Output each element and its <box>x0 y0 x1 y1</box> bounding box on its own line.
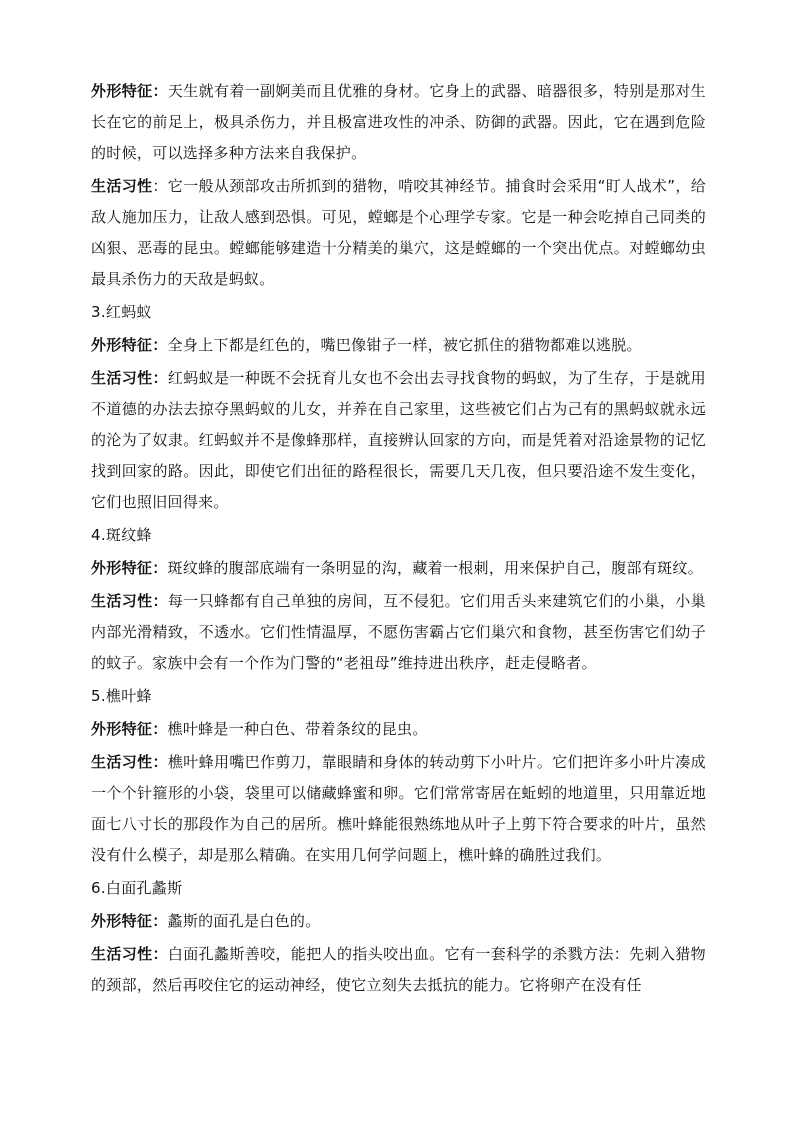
appearance-label: 外形特征： <box>91 336 168 354</box>
habits-label: 生活习性： <box>91 753 168 771</box>
habits-label: 生活习性 <box>91 177 153 195</box>
appearance-text: 天生就有着一副婀美而且优雅的身材。它身上的武器、暗器很多，特别是那对生长在它的前足上，极具杀伤力，并且极富进攻性的冲杀、防御的武器。因此，它在遇到危险的时候，可以选择多种方法来自我保护。 <box>91 82 706 162</box>
habits-label: 生活习性： <box>91 369 168 387</box>
mantis-appearance-paragraph <box>91 76 706 169</box>
habits-text: 每一只蜂都有自己单独的房间，互不侵犯。它们用舌头来建筑它们的小巢，小巢内部光滑精致，不透水。它们性情温厚，不愿伤害霸占它们巢穴和食物，甚至伤害它们幼子的蚊子。家族中会有一个作为门警的“老祖母”维持进出秩序，赶走侵略者。 <box>91 592 706 672</box>
habits-text: 白面孔蠡斯善咬，能把人的指头咬出血。它有一套科学的杀戮方法：先刺入猎物的颈部，然后再咬住它的运动神经，使它立刻失去抵抗的能力。它将卵产在没有任 <box>91 945 706 994</box>
white-faced-habits-paragraph <box>91 939 706 1001</box>
appearance-text: 樵叶蜂是一种白色、带着条纹的昆虫。 <box>167 720 428 738</box>
appearance-label: 外形特征： <box>91 82 168 100</box>
appearance-text: 蠡斯的面孔是白色的。 <box>167 912 321 930</box>
section-heading-white-faced: 6.白面孔蠡斯 <box>91 879 183 897</box>
leaf-bee-appearance-paragraph <box>91 714 706 745</box>
red-ant-habits-paragraph <box>91 363 706 518</box>
appearance-label: 外形特征： <box>91 912 168 930</box>
zebra-bee-habits-paragraph <box>91 586 706 679</box>
section-heading-red-ant: 3.红蚂蚁 <box>91 303 152 321</box>
habits-text: 樵叶蜂用嘴巴作剪刀，靠眼睛和身体的转动剪下小叶片。它们把许多小叶片凑成一个个针箍形的小袋，袋里可以储藏蜂蜜和卵。它们常常寄居在蚯蚓的地道里，只用靠近地面七八寸长的那段作为自己的居所。樵叶蜂能很熟练地从叶子上剪下符合要求的叶片，虽然没有什么模子，却是那么精确。在实用几何学问题上，樵叶蜂的确胜过我们。 <box>91 753 706 864</box>
leaf-bee-habits-paragraph <box>91 747 706 871</box>
appearance-text: 全身上下都是红色的，嘴巴像钳子一样，被它抓住的猎物都难以逃脱。 <box>167 336 642 354</box>
white-faced-appearance-paragraph <box>91 906 706 937</box>
appearance-label: 外形特征： <box>91 559 168 577</box>
habits-text: ：它一般从颈部攻击所抓到的猎物，啃咬其神经节。捕食时会采用“盯人战术”，给敌人施加压力，让敌人感到恐惧。可见，螳螂是个心理学专家。它是一种会吃掉自己同类的凶狠、恶毒的昆虫。螳螂能够建造十分精美的巢穴，这是螳螂的一个突出优点。对螳螂幼虫最具杀伤力的天敌是蚂蚁。 <box>91 177 706 288</box>
section-heading-zebra-bee: 4.斑纹蜂 <box>91 526 152 544</box>
habits-label: 生活习性： <box>91 945 168 963</box>
habits-text: 红蚂蚁是一种既不会抚育儿女也不会出去寻找食物的蚂蚁，为了生存，于是就用不道德的办法去掠夺黑蚂蚁的儿女，并养在自己家里，这些被它们占为己有的黑蚂蚁就永远的沦为了奴隶。红蚂蚁并不是像蜂那样，直接辨认回家的方向，而是凭着对沿途景物的记忆找到回家的路。因此，即使它们出征的路程很长，需要几天几夜，但只要沿途不发生变化，它们也照旧回得来。 <box>91 369 706 511</box>
appearance-text: 斑纹蜂的腹部底端有一条明显的沟，藏着一根刺，用来保护自己，腹部有斑纹。 <box>167 559 704 577</box>
red-ant-appearance-paragraph <box>91 330 706 361</box>
mantis-habits-paragraph <box>91 171 706 295</box>
section-heading-leaf-bee: 5.樵叶蜂 <box>91 687 152 705</box>
appearance-label: 外形特征： <box>91 720 168 738</box>
zebra-bee-appearance-paragraph <box>91 553 706 584</box>
habits-label: 生活习性： <box>91 592 168 610</box>
